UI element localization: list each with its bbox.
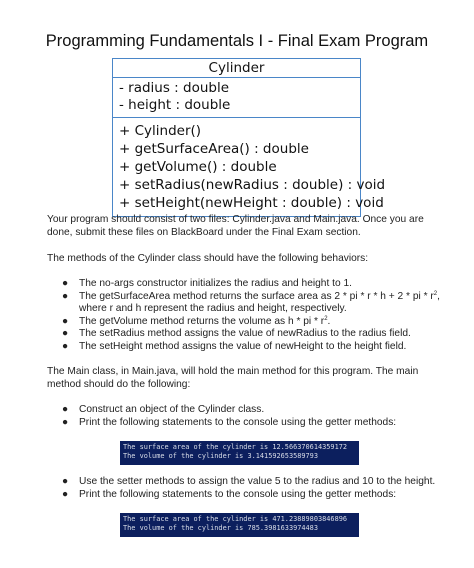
console-output-2 xyxy=(120,513,359,537)
page-title: Programming Fundamentals I - Final Exam Program xyxy=(45,32,429,50)
list-item xyxy=(62,278,442,291)
uml-method-set-height: + setHeight(newHeight : double) : void xyxy=(119,195,384,211)
list-item xyxy=(62,328,442,341)
behavior-volume-text: The getVolume method returns the volume as h * pi * r xyxy=(79,315,325,327)
list-item xyxy=(62,404,442,417)
list-item xyxy=(62,489,442,502)
step-print-again-text: Print the following statements to the console using the getter methods: xyxy=(79,488,397,500)
behaviors-list xyxy=(62,278,442,353)
uml-methods xyxy=(113,118,386,216)
bullet-icon: ● xyxy=(62,340,69,352)
uml-attribute-height: - height : double xyxy=(119,97,231,113)
bullet-icon: ● xyxy=(62,290,69,302)
bullet-icon: ● xyxy=(62,404,69,415)
exponent: 2 xyxy=(433,290,438,297)
behaviors-intro-paragraph: The methods of the Cylinder class should have the following behaviors: xyxy=(47,253,369,264)
intro-paragraph: Your program should consist of two files: Cylinder.java and Main.java. Once you are done, submit these files on BlackBoard under the Final Exam section. xyxy=(47,214,424,238)
behavior-surface-area-text-end: , where r and h represent the radius and height, respectively. xyxy=(79,290,440,314)
uml-method-constructor: + Cylinder() xyxy=(119,123,202,139)
uml-attribute-radius: - radius : double xyxy=(119,80,230,96)
main-steps-list-1 xyxy=(62,404,442,429)
uml-class-diagram xyxy=(112,58,386,217)
bullet-icon: ● xyxy=(62,315,69,327)
list-item xyxy=(62,341,442,354)
step-print-text: Print the following statements to the console using the getter methods: xyxy=(79,416,397,428)
main-steps-list-2 xyxy=(62,476,442,501)
behavior-volume-text-end: . xyxy=(327,315,331,327)
uml-attributes xyxy=(113,78,360,118)
exponent: 2 xyxy=(324,315,328,322)
bullet-icon: ● xyxy=(62,416,69,428)
step-construct-text: Construct an object of the Cylinder class. xyxy=(79,404,265,415)
behavior-set-height-text: The setHeight method assigns the value of newHeight to the height field. xyxy=(79,340,407,352)
list-item xyxy=(62,316,442,329)
console-line: The surface area of the cylinder is 471.23889803846896 xyxy=(123,515,348,523)
console-line: The surface area of the cylinder is 12.566370614359172 xyxy=(123,443,348,451)
bullet-icon: ● xyxy=(62,328,69,339)
list-item xyxy=(62,476,442,489)
main-class-paragraph: The Main class, in Main.java, will hold the main method for this program. The main method should do the following: xyxy=(47,366,419,390)
console-line: The volume of the cylinder is 3.141592653589793 xyxy=(123,452,318,460)
bullet-icon: ● xyxy=(62,488,69,500)
list-item xyxy=(62,417,442,430)
step-setter-text: Use the setter methods to assign the value 5 to the radius and 10 to the height. xyxy=(79,476,436,487)
bullet-icon: ● xyxy=(62,278,69,289)
list-item xyxy=(62,291,442,316)
behavior-surface-area-text: The getSurfaceArea method returns the surface area as 2 * pi * r * h + 2 * pi * r xyxy=(79,290,434,302)
behavior-set-radius-text: The setRadius method assigns the value of newRadius to the radius field. xyxy=(79,328,411,339)
console-line: The volume of the cylinder is 785.3981633974483 xyxy=(123,524,318,532)
uml-class-name: Cylinder xyxy=(113,59,360,78)
bullet-icon: ● xyxy=(62,476,69,487)
uml-method-get-surface-area: + getSurfaceArea() : double xyxy=(119,141,309,157)
uml-method-get-volume: + getVolume() : double xyxy=(119,159,277,175)
console-output-1 xyxy=(120,441,359,465)
uml-method-set-radius: + setRadius(newRadius : double) : void xyxy=(119,177,386,193)
behavior-constructor-text: The no-args constructor initializes the radius and height to 1. xyxy=(79,278,352,289)
